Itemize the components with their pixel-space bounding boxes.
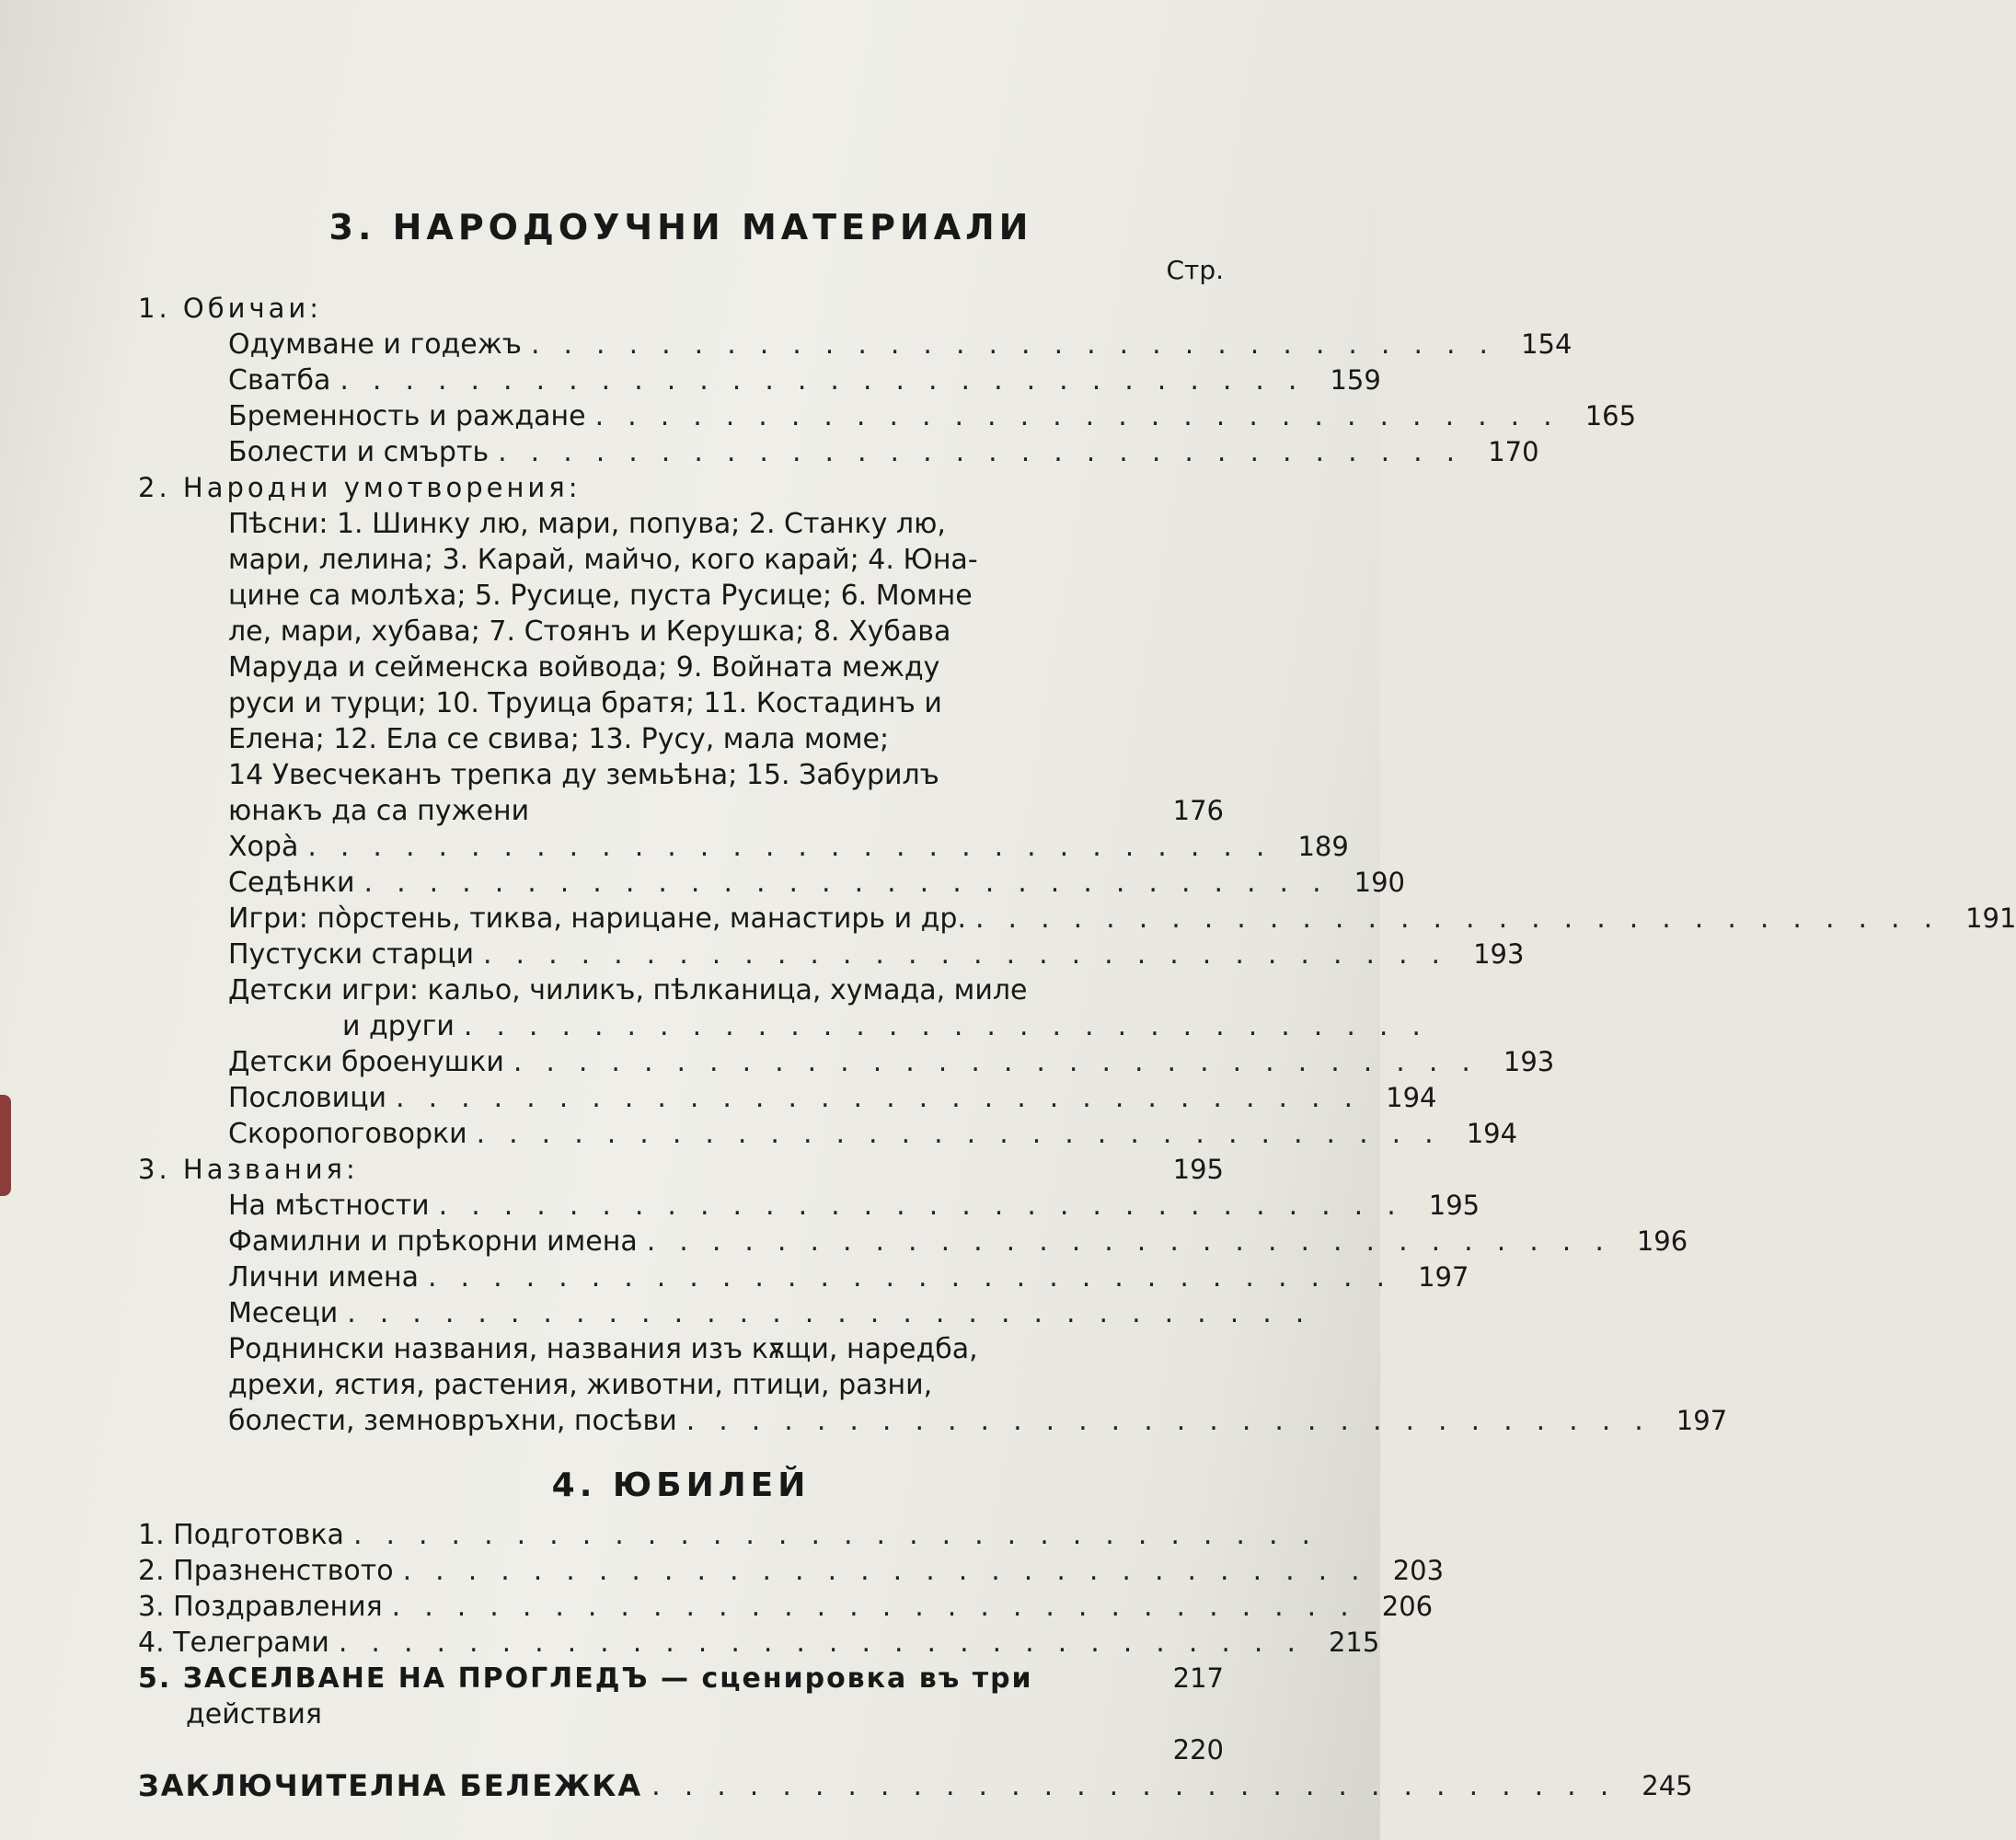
toc-entry: 1. Подготовка .............................. xyxy=(138,1519,1335,1551)
toc-entry: 4. Телеграми .............................. 215 xyxy=(138,1627,1380,1659)
toc-entry: 2. Празненството .............................. 203 xyxy=(138,1555,1445,1587)
toc-entry: Пословици .............................. 194 xyxy=(228,1082,1437,1114)
toc-entry: Одумване и годежъ .............................. 154 xyxy=(228,328,1572,361)
toc-entry-multiline: Детски игри: кальо, чиликъ, пѣлканица, хумада, миле xyxy=(228,974,1028,1006)
toc-entry-play-page: 220 xyxy=(1172,1734,1224,1765)
toc-entry: Болести и смърть .............................. 170 xyxy=(228,436,1539,468)
toc-entry: Месеци .............................. xyxy=(228,1297,1329,1329)
jubilee-heading: 4. ЮБИЛЕЙ xyxy=(551,1466,811,1504)
bookmark-ribbon xyxy=(0,1095,11,1196)
toc-entry: Скоропоговорки .............................. 194 xyxy=(228,1118,1518,1150)
toc-entry-continued: и други .............................. xyxy=(342,1010,1445,1042)
toc-entry: болести, земновръхни, посѣви .............................. 197 xyxy=(228,1405,1728,1437)
toc-entry: юнакъ да са пужени 176 xyxy=(228,795,1224,827)
page-column-label: Стр. xyxy=(1166,255,1224,285)
toc-entry: На мѣстности .............................. 195 xyxy=(228,1190,1480,1222)
section-label-customs: 1. Обичаи: xyxy=(138,293,322,324)
toc-entry-continued: действия xyxy=(186,1698,322,1731)
toc-entry: Пустуски старци .............................. 193 xyxy=(228,938,1525,971)
section-label-names: 3. Названия: 195 xyxy=(138,1154,1224,1185)
songs-paragraph: Пѣсни: 1. Шинку лю, мари, попува; 2. Станку лю, мари, лелина; 3. Карай, майчо, кого карай; 4. Юна- цине са молѣха; 5. Русице, пуста Русице; 6. Момне ле, мари, хубава; 7. Стоянъ и Керушка; 8. Хубава Маруда и сейменска войвода; 9. Войната между руси и турци; 10. Труица братя; 11. Костадинъ и Елена; 12. Ела се свива; 13. Русу, мала моме; 14 Увесчеканъ трепка ду земьѣна; 15. Забурилъ xyxy=(228,508,978,791)
toc-entry: Лични имена .............................. 197 xyxy=(228,1261,1469,1294)
section-heading: 3. НАРОДОУЧНИ МАТЕРИАЛИ xyxy=(328,207,1033,247)
kinship-paragraph: Роднински названия, названия изъ кѫщи, наредба, дрехи, ястия, растения, животни, птици, разни, xyxy=(228,1333,978,1401)
table-of-contents xyxy=(138,207,2016,1804)
toc-entry: Детски броенушки .............................. 193 xyxy=(228,1046,1555,1078)
toc-entry: Сватба .............................. 159 xyxy=(228,364,1381,397)
toc-entry-play: 5. ЗАСЕЛВАНЕ НА ПРОГЛЕДЪ — сценировка въ три 217 xyxy=(138,1662,1224,1695)
toc-entry-final: ЗАКЛЮЧИТЕЛНА БЕЛЕЖКА .............................. 245 xyxy=(138,1768,1693,1803)
section-label-folklore: 2. Народни умотворения: xyxy=(138,472,582,503)
toc-entry: Бременность и раждане .............................. 165 xyxy=(228,400,1637,432)
toc-entry: Хора̀ .............................. 189 xyxy=(228,831,1349,863)
toc-entry: 3. Поздравления .............................. 206 xyxy=(138,1591,1434,1623)
toc-entry: Игри: пòрстень, тиква, нарицане, манастирь и др. .............................. 191 xyxy=(228,903,2016,935)
toc-entry: Фамилни и прѣкорни имена .............................. 196 xyxy=(228,1225,1688,1258)
toc-entry: Седѣнки .............................. 190 xyxy=(228,867,1405,899)
